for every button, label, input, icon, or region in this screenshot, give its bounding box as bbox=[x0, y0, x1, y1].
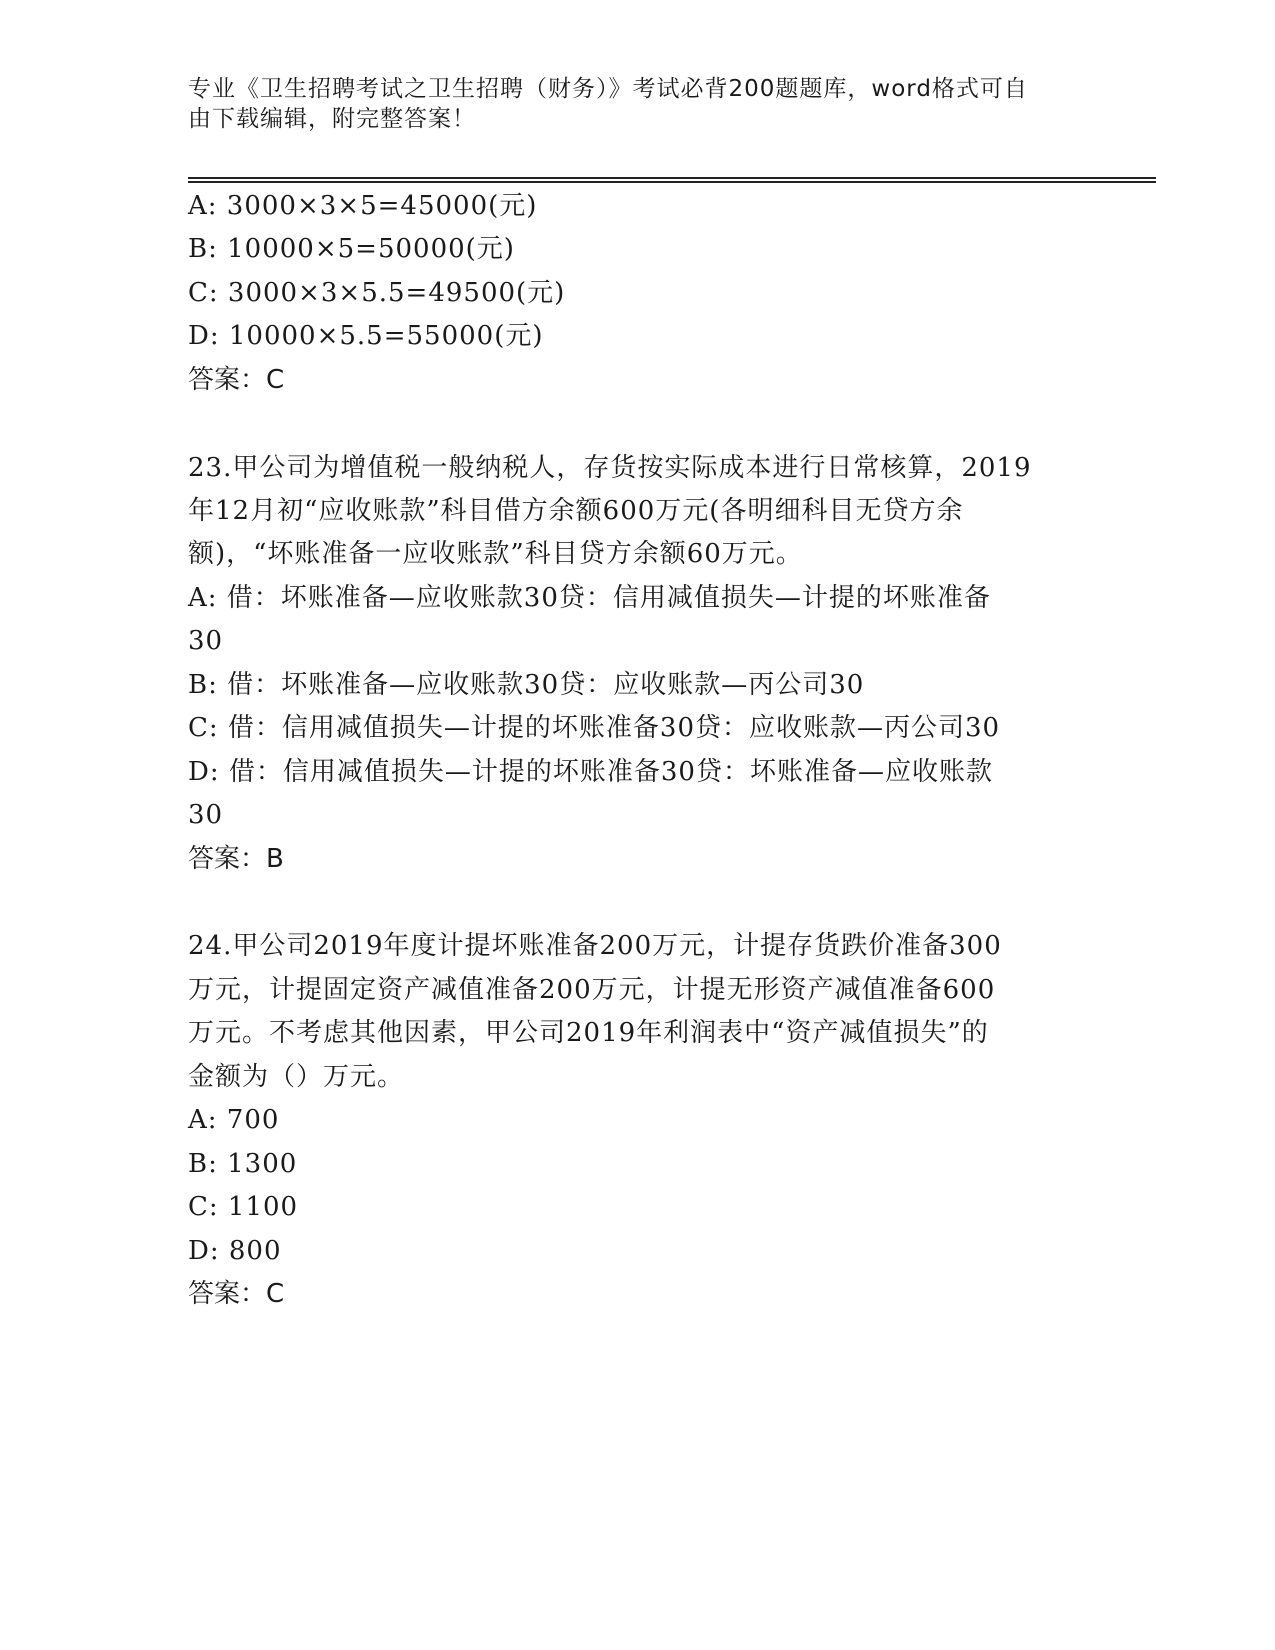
q23-option-a-cont: 30 bbox=[188, 626, 224, 656]
q24-option-d: D: 800 bbox=[188, 1236, 282, 1266]
header-line-1: 专业《卫生招聘考试之卫生招聘（财务）》考试必背200题题库，word格式可自 bbox=[188, 76, 1028, 102]
q22-option-b: B: 10000×5=50000(元) bbox=[188, 234, 515, 264]
q23-option-a: A: 借：坏账准备—应收账款30贷：信用减值损失—计提的坏账准备 bbox=[188, 583, 991, 613]
q24-stem-line-4: 金额为（）万元。 bbox=[188, 1062, 405, 1092]
q23-stem-line-2: 年12月初“应收账款”科目借方余额600万元(各明细科目无贷方余 bbox=[188, 496, 964, 526]
q24-stem-line-1: 24.甲公司2019年度计提坏账准备200万元，计提存货跌价准备300 bbox=[188, 931, 1002, 961]
q24-option-a: A: 700 bbox=[188, 1105, 280, 1135]
q22-option-a: A: 3000×3×5=45000(元) bbox=[188, 191, 538, 221]
q23-option-b: B: 借：坏账准备—应收账款30贷：应收账款—丙公司30 bbox=[188, 670, 865, 700]
q22-answer: 答案：C bbox=[188, 365, 285, 395]
header-divider-top bbox=[188, 177, 1156, 179]
q23-answer: 答案：B bbox=[188, 844, 284, 874]
q22-option-d: D: 10000×5.5=55000(元) bbox=[188, 321, 544, 351]
q24-answer: 答案：C bbox=[188, 1279, 285, 1309]
q23-stem-line-3: 额)，“坏账准备一应收账款”科目贷方余额60万元。 bbox=[188, 539, 803, 569]
q24-stem-line-3: 万元。不考虑其他因素，甲公司2019年利润表中“资产减值损失”的 bbox=[188, 1018, 989, 1048]
q23-stem-line-1: 23.甲公司为增值税一般纳税人，存货按实际成本进行日常核算，2019 bbox=[188, 453, 1032, 483]
q24-stem-line-2: 万元，计提固定资产减值准备200万元，计提无形资产减值准备600 bbox=[188, 975, 996, 1005]
header-line-2: 由下载编辑，附完整答案！ bbox=[188, 106, 476, 132]
q23-option-c: C: 借：信用减值损失—计提的坏账准备30贷：应收账款—丙公司30 bbox=[188, 713, 1001, 743]
header-divider-bottom bbox=[188, 181, 1156, 183]
q23-option-d: D: 借：信用减值损失—计提的坏账准备30贷：坏账准备—应收账款 bbox=[188, 757, 993, 787]
q22-option-c: C: 3000×3×5.5=49500(元) bbox=[188, 278, 566, 308]
q24-option-c: C: 1100 bbox=[188, 1192, 299, 1222]
q23-option-d-cont: 30 bbox=[188, 800, 224, 830]
document-header bbox=[188, 74, 1068, 134]
q24-option-b: B: 1300 bbox=[188, 1149, 298, 1179]
